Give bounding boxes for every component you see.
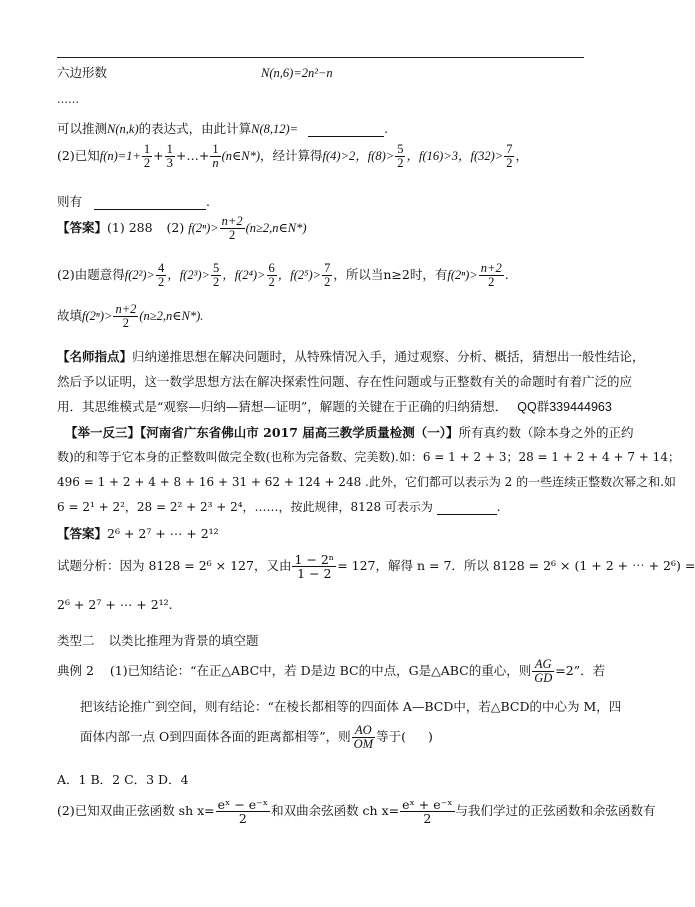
typical-line-2: 把该结论推广到空间，则有结论：“在棱长都相等的四面体 A—BCD中，若△BCD的中心为 M，四 (80, 699, 622, 714)
answer-blank-3[interactable] (437, 514, 497, 515)
q1-end: . (384, 121, 389, 136)
derive-e3: ，f(2⁴)> (222, 268, 266, 283)
frac-1-3: $\frac{1}{3}$ (166, 142, 173, 171)
last-text-b: 和双曲余弦函数 ch x= (271, 803, 400, 819)
analysis-line-1 (57, 553, 695, 580)
tips-text-3: 用．其思维模式是“观察—归纳—猜想—证明”，解题的关键在于正确的归纳猜想． (57, 399, 508, 414)
then-text: 则有 (57, 194, 83, 209)
derive-mid: ，所以当n≥2时，有 (333, 267, 448, 283)
answer2-tag: 【答案】 (57, 526, 108, 541)
q2-end: ， (515, 148, 528, 164)
hexagon-formula: N(n,6)=2n²−n (261, 66, 333, 80)
q1-text1: 可以推测 (57, 121, 108, 136)
type2-title: 以类比推理为背景的填空题 (108, 633, 259, 648)
then-line (57, 192, 210, 210)
derive-prefix: (2)由题意得 (57, 267, 125, 283)
then-end: . (206, 194, 210, 209)
frac-ao-om: $\frac{AO}{OM}$ (353, 723, 374, 752)
hexagon-row (57, 63, 333, 81)
tips-tag: 【名师指点】 (57, 349, 133, 364)
top-rule (57, 57, 584, 58)
sinh-frac: $\frac{\text{eˣ − e⁻ˣ}}{2}$ (217, 797, 269, 827)
fill-frac: $\frac{n+2}{2}$ (115, 302, 137, 331)
derive-frac-7-2: $\frac{7}{2}$ (324, 261, 331, 290)
last-line (57, 798, 656, 825)
example-source: 【河南省广东省佛山市 2017 届高三教学质量检测（一）】 (140, 425, 459, 440)
plus-dots: +…+ (175, 148, 210, 164)
q2-f4: f(4)>2 (322, 149, 356, 164)
answer1-part1: (1) 288 (107, 220, 153, 236)
derive-frac-4-2: $\frac{4}{2}$ (157, 261, 165, 290)
answer2-expr: 2⁶ + 2⁷ + ⋯ + 2¹² (107, 526, 219, 541)
q2-mid: ，经计算得 (260, 148, 323, 164)
derive-e1: f(2²)> (124, 268, 155, 283)
typical-text-3: 面体内部一点 O到四面体各面的距离都相等”，则 (80, 729, 351, 745)
q2-f32: ，f(32)> (457, 149, 504, 164)
q2-cond: (n∈N*) (221, 149, 260, 164)
example-text-1: 所有真约数（除本身之外的正约 (458, 425, 634, 440)
fill-prefix: 故填 (57, 308, 83, 324)
tips-text-1: 归纳递推思想在解决问题时，从特殊情况入手，通过观察、分析、概括，猜想出一般性结论， (132, 349, 645, 364)
analysis-text-2: = 127，解得 n = 7．所以 8128 = 2⁶ × (1 + 2 + ⋯ + 2⁶) = (337, 558, 695, 574)
example-line-4 (57, 498, 501, 515)
fill-line (57, 303, 203, 330)
fill-cond: (n≥2,n∈N*). (139, 309, 204, 324)
analysis-line-2: 2⁶ + 2⁷ + ⋯ + 2¹². (57, 597, 173, 612)
typical-line-3 (80, 724, 433, 751)
frac-ag-gd: $\frac{AG}{GD}$ (534, 657, 553, 686)
fill-expr: f(2ⁿ)> (82, 309, 113, 324)
derive-end: . (504, 267, 509, 283)
answer1-cond: (n≥2,n∈N*) (245, 221, 307, 236)
answer-2 (57, 524, 219, 542)
q2-f16: ，f(16)>3 (406, 149, 458, 164)
hexagon-label: 六边形数 (57, 65, 108, 80)
typical-text-3c: ) (427, 729, 433, 745)
frac-7-2: $\frac{7}{2}$ (506, 142, 513, 171)
q1-expr2: N(8,12)= (251, 122, 299, 136)
derive-frac-n2: $\frac{n+2}{2}$ (480, 261, 502, 290)
choices: A．1 B．2 C．3 D．4 (57, 772, 189, 787)
tips-line-2: 然后予以证明，这一数学思想方法在解决探索性问题、存在性问题或与正整数有关的命题时有着广泛的应 (57, 374, 633, 389)
derive-line (57, 262, 509, 289)
answer-blank-2[interactable] (94, 209, 206, 210)
example-line-2: 数)的和等于它本身的正整数叫做完全数(也称为完备数、完美数).如：6 = 1 + 2 + 3；28 = 1 + 2 + 4 + 7 + 14； (57, 450, 680, 464)
q1-expr1: N(n,k) (107, 122, 139, 136)
frac-1-2: $\frac{1}{2}$ (143, 142, 151, 171)
answer1-frac: $\frac{n+2}{2}$ (221, 214, 243, 243)
q2-f8: ，f(8)> (355, 149, 395, 164)
example-line-3: 496 = 1 + 2 + 4 + 8 + 16 + 31 + 62 + 124 + 248 .此外，它们都可以表示为 2 的一些连续正整数次幂之和.如 (57, 475, 676, 489)
q1-text2: 的表达式，由此计算 (138, 121, 252, 136)
type2-label: 类型二 (57, 633, 95, 648)
last-text-a: (2)已知双曲正弦函数 sh x= (57, 803, 215, 819)
typical-text-1b: =2”．若 (555, 663, 606, 679)
typical-text-1: (1)已知结论：“在正△ABC中，若 D是边 BC的中点，G是△ABC的重心，则 (109, 663, 532, 679)
cosh-frac: $\frac{\text{eˣ + e⁻ˣ}}{2}$ (402, 797, 453, 827)
q2-fdef: f(n)=1+ (99, 149, 141, 164)
typical-line-1 (57, 658, 605, 685)
last-text-c: 与我们学过的正弦函数和余弦函数有 (455, 803, 656, 819)
example-text-4: 6 = 2¹ + 2²，28 = 2² + 2³ + 2⁴，……，按此规律，8128 可表示为 (57, 500, 433, 514)
q2-prefix: (2)已知 (57, 148, 100, 164)
q1-line (57, 119, 388, 137)
derive-frac-6-2: $\frac{6}{2}$ (268, 261, 275, 290)
example-line-1 (65, 423, 634, 441)
derive-frac-5-2: $\frac{5}{2}$ (212, 261, 220, 290)
qq-group: QQ群339444963 (517, 400, 612, 414)
answer1-expr: f(2ⁿ)> (188, 221, 219, 236)
plus: + (153, 148, 164, 164)
frac-5-2: $\frac{5}{2}$ (397, 142, 404, 171)
answer1-part2: (2) (166, 220, 185, 236)
tips-line-1 (57, 347, 645, 365)
frac-1-n: $\frac{1}{n}$ (212, 142, 219, 171)
answer-1 (57, 215, 307, 242)
q2-line (57, 143, 528, 170)
ellipsis: …… (57, 93, 79, 106)
derive-e2: ，f(2³)> (167, 268, 210, 283)
derive-e4: ，f(2⁵)> (277, 268, 322, 283)
typical-text-3b: 等于( (376, 729, 406, 745)
typical-label: 典例 2 (57, 663, 94, 679)
example-tag: 【举一反三】 (65, 425, 141, 440)
derive-e5: f(2ⁿ)> (447, 268, 478, 283)
analysis-text-1: 试题分析：因为 8128 = 2⁶ × 127，又由 (57, 558, 292, 574)
type2-heading (57, 631, 259, 649)
tips-line-3 (57, 397, 612, 415)
answer-tag: 【答案】 (57, 220, 108, 236)
analysis-frac: $\frac{\text{1 − 2ⁿ}}{1 - 2}$ (294, 552, 335, 582)
example-end: . (496, 500, 501, 514)
answer-blank-1[interactable] (308, 136, 384, 137)
